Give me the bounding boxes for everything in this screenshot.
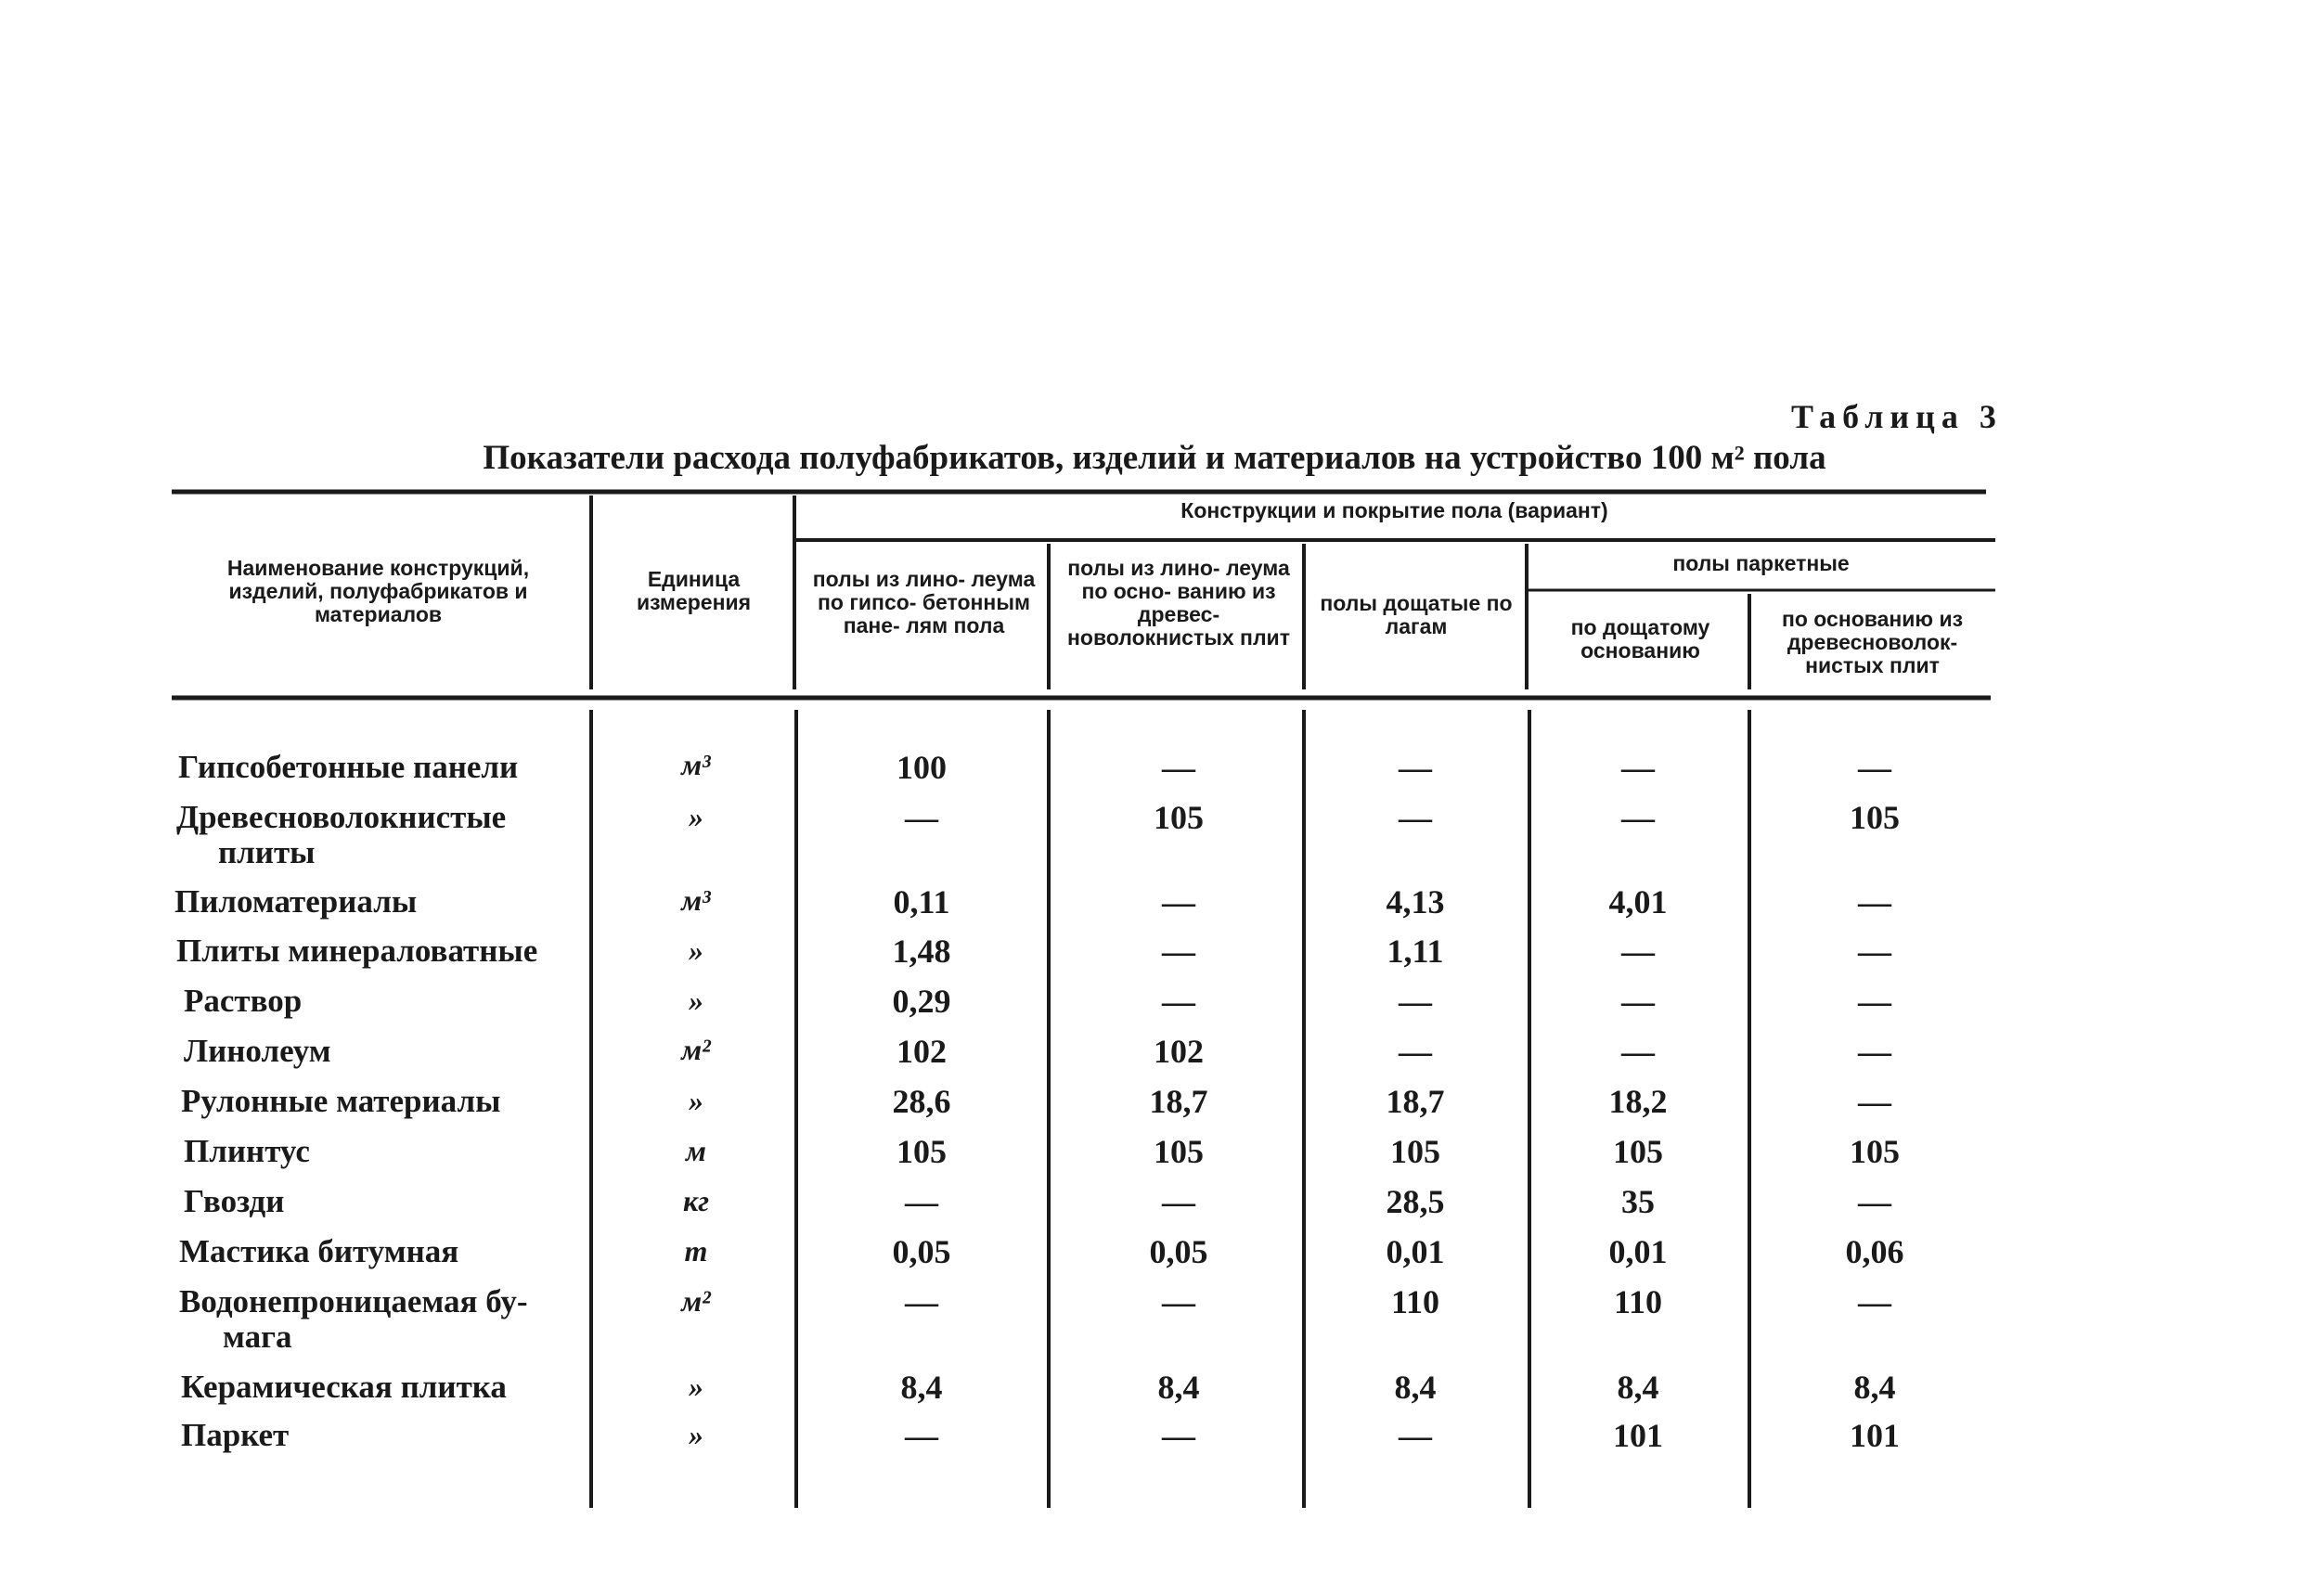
value-cell: — (1858, 1033, 1891, 1070)
value-cell: 110 (1613, 1283, 1662, 1320)
header-unit: Единица измерения (636, 567, 752, 614)
material-name: Плиты минераловатные (176, 933, 538, 969)
value-cell: — (1858, 749, 1891, 786)
value-cell: 4,01 (1608, 883, 1668, 920)
material-name: Водонепроницаемая бу- (179, 1283, 528, 1319)
value-cell: 105 (1390, 1133, 1440, 1170)
value-cell: 110 (1390, 1283, 1439, 1320)
value-cell: — (1621, 1033, 1655, 1070)
material-name: Гвозди (184, 1183, 285, 1219)
value-cell: 0,01 (1608, 1233, 1668, 1270)
value-cell: 8,4 (1617, 1369, 1659, 1406)
header-col-3: полы дощатые по лагам (1320, 591, 1513, 638)
value-cell: 1,48 (892, 933, 951, 970)
value-cell: 102 (1154, 1033, 1204, 1070)
unit-cell: м² (681, 1284, 711, 1318)
material-name: Раствор (184, 983, 303, 1019)
header-col-4: по дощатому основанию (1570, 615, 1710, 663)
value-cell: — (905, 1283, 938, 1320)
table-label: Таблица 3 (1791, 398, 2003, 435)
unit-cell: » (689, 1370, 703, 1403)
unit-cell: » (689, 933, 703, 967)
value-cell: 8,4 (1853, 1369, 1896, 1406)
value-cell: 105 (1154, 1133, 1204, 1170)
value-cell: — (1162, 983, 1195, 1020)
unit-cell: кг (682, 1184, 710, 1217)
value-cell: 101 (1850, 1417, 1900, 1454)
value-cell: — (905, 1183, 938, 1220)
material-name: Мастика битумная (179, 1233, 459, 1269)
value-cell: 1,11 (1387, 933, 1444, 970)
value-cell: 18,7 (1149, 1083, 1208, 1120)
value-cell: 0,11 (893, 883, 950, 920)
value-cell: 0,01 (1386, 1233, 1445, 1270)
value-cell: — (1399, 749, 1432, 786)
material-name: Рулонные материалы (181, 1083, 501, 1119)
value-cell: — (1162, 883, 1195, 920)
value-cell: 101 (1613, 1417, 1663, 1454)
value-cell: — (1858, 1283, 1891, 1320)
value-cell: 105 (1154, 799, 1204, 836)
material-name: Линолеум (184, 1033, 331, 1069)
value-cell: 28,6 (892, 1083, 951, 1120)
material-name: Паркет (181, 1417, 290, 1453)
value-cell: — (1399, 799, 1432, 836)
value-cell: — (1621, 983, 1655, 1020)
material-name: Керамическая плитка (181, 1369, 507, 1405)
table-title: Показатели расхода полуфабрикатов, изделий и материалов на устройство 100 м² пола (483, 439, 1826, 477)
value-cell: — (1858, 1083, 1891, 1120)
header-col-2: полы из лино- леума по осно- ванию из древес- новолокнистых плит (1067, 556, 1290, 650)
material-name: Гипсобетонные панели (178, 749, 519, 785)
unit-cell: м³ (681, 748, 711, 781)
material-name: Древесноволокнистые (176, 799, 507, 835)
value-cell: — (1162, 749, 1195, 786)
value-cell: 0,29 (892, 983, 951, 1020)
value-cell: — (1399, 1033, 1432, 1070)
material-name: Плинтус (184, 1133, 310, 1169)
value-cell: — (905, 799, 938, 836)
material-name-continued: плиты (218, 834, 316, 870)
value-cell: — (1162, 1183, 1195, 1220)
value-cell: — (1399, 983, 1432, 1020)
value-cell: — (1162, 1417, 1195, 1454)
unit-cell: » (689, 984, 703, 1017)
header-col-1: полы из лино- леума по гипсо- бетонным пане- лям пола (812, 567, 1036, 637)
value-cell: — (1399, 1417, 1432, 1454)
value-cell: — (1621, 933, 1655, 970)
value-cell: 0,05 (892, 1233, 951, 1270)
value-cell: 105 (897, 1133, 947, 1170)
value-cell: 100 (897, 749, 947, 786)
unit-cell: м² (681, 1033, 711, 1066)
value-cell: 105 (1613, 1133, 1663, 1170)
value-cell: — (1858, 883, 1891, 920)
value-cell: 35 (1621, 1183, 1655, 1220)
unit-cell: м³ (681, 883, 711, 917)
value-cell: — (1858, 983, 1891, 1020)
header-col-5: по основанию из древесноволок- нистых плит (1781, 607, 1964, 677)
unit-cell: » (689, 1084, 703, 1117)
value-cell: 0,06 (1845, 1233, 1904, 1270)
header-name: Наименование конструкций, изделий, полуфабрикатов и материалов (226, 556, 530, 626)
value-cell: 105 (1850, 799, 1900, 836)
value-cell: 4,13 (1386, 883, 1445, 920)
value-cell: — (1162, 1283, 1195, 1320)
unit-cell: » (689, 1418, 703, 1451)
unit-cell: м (686, 1134, 706, 1167)
material-name-continued: мага (223, 1319, 292, 1355)
value-cell: 105 (1850, 1133, 1900, 1170)
value-cell: — (1858, 933, 1891, 970)
header-group: Конструкции и покрытие пола (вариант) (1180, 498, 1608, 522)
value-cell: 18,7 (1386, 1083, 1445, 1120)
value-cell: 0,05 (1149, 1233, 1208, 1270)
unit-cell: т (684, 1234, 708, 1268)
unit-cell: » (689, 800, 703, 833)
material-name: Пиломатериалы (174, 883, 418, 920)
value-cell: — (1162, 933, 1195, 970)
value-cell: 18,2 (1608, 1083, 1668, 1120)
value-cell: — (1621, 749, 1655, 786)
header-parquet: полы паркетные (1672, 551, 1850, 575)
value-cell: 8,4 (1157, 1369, 1200, 1406)
value-cell: — (1621, 799, 1655, 836)
value-cell: — (1858, 1183, 1891, 1220)
value-cell: — (905, 1417, 938, 1454)
value-cell: 8,4 (900, 1369, 943, 1406)
value-cell: 28,5 (1386, 1183, 1445, 1220)
value-cell: 102 (897, 1033, 947, 1070)
value-cell: 8,4 (1394, 1369, 1437, 1406)
